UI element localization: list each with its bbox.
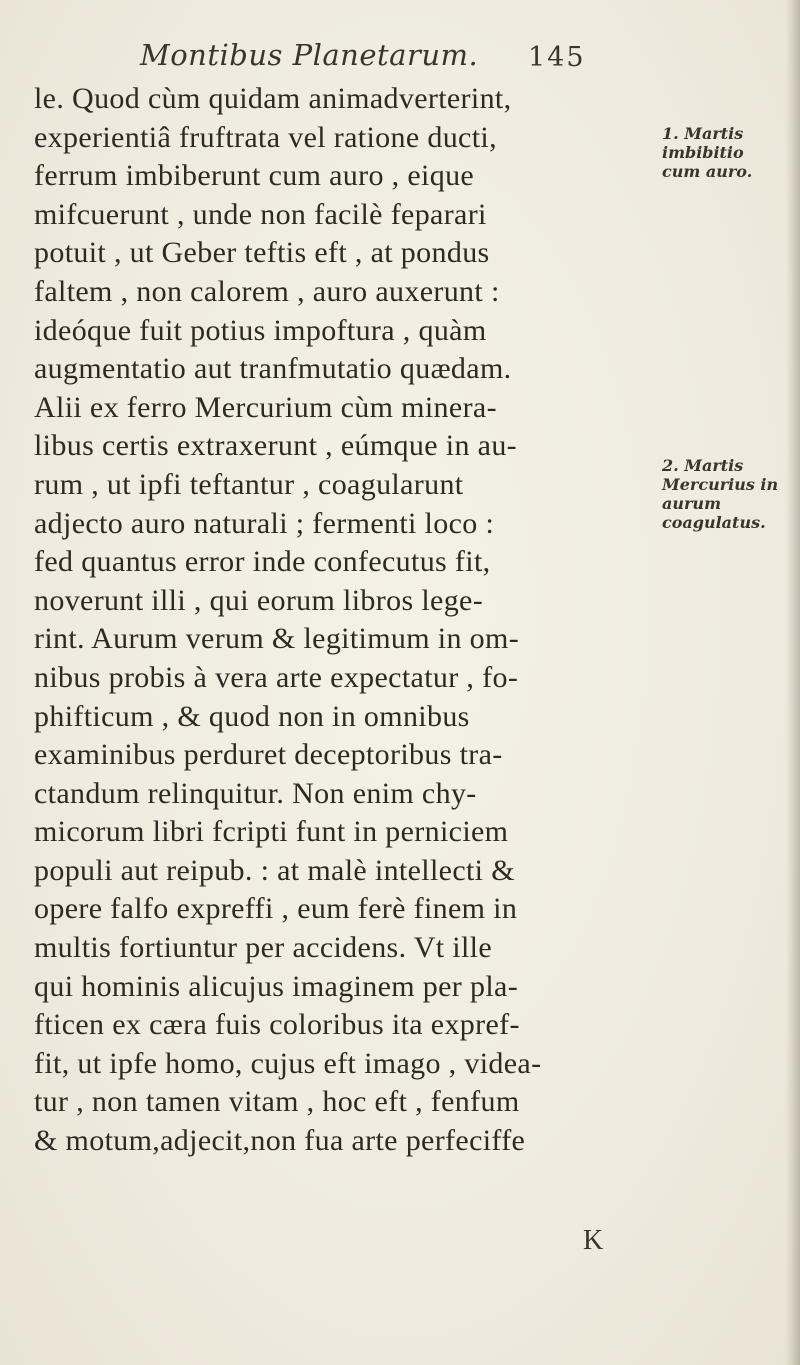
text-line: & motum,adjecit,non fua arte perfeciffe bbox=[34, 1124, 526, 1158]
text-line: le. Quod cùm quidam animadverterint, bbox=[34, 82, 512, 115]
text-line: fed quantus error inde confecutus fit, bbox=[34, 545, 491, 579]
text-line: faltem , non calorem , auro auxerunt : bbox=[34, 274, 500, 308]
text-line: fticen ex cæra fuis coloribus ita expref- bbox=[34, 1008, 520, 1042]
catchword: K bbox=[583, 1225, 604, 1256]
text-line: libus certis extraxerunt , eúmque in au- bbox=[34, 429, 518, 463]
text-line: nibus probis à vera arte expectatur , fo- bbox=[34, 660, 519, 694]
text-line: fit, ut ipfe homo, cujus eft imago , videa- bbox=[34, 1046, 542, 1080]
margin-note-1: 1. Martis imbibitio cum auro. bbox=[662, 124, 753, 181]
text-line: qui hominis alicujus imaginem per pla- bbox=[34, 969, 519, 1003]
text-line: ctandum relinquitur. Non enim chy- bbox=[34, 776, 477, 810]
text-line: experientiâ fruftrata vel ratione ducti, bbox=[34, 120, 497, 154]
text-line: examinibus perduret deceptoribus tra- bbox=[34, 738, 503, 772]
text-line: populi aut reipub. : at malè intellecti & bbox=[34, 853, 515, 887]
text-line: ideóque fuit potius impoftura , quàm bbox=[34, 313, 487, 347]
text-line: adjecto auro naturali ; fermenti loco : bbox=[34, 506, 495, 540]
text-line: phifticum , & quod non in omnibus bbox=[34, 699, 470, 733]
running-title: Montibus Planetarum. bbox=[140, 38, 479, 72]
text-line: micorum libri fcripti funt in perniciem bbox=[34, 815, 509, 849]
page-edge-shadow bbox=[786, 0, 800, 1365]
text-line: opere falfo expreffi , eum ferè finem in bbox=[34, 892, 518, 926]
text-line: mifcuerunt , unde non facilè feparari bbox=[34, 197, 487, 231]
text-line: Alii ex ferro Mercurium cùm minera- bbox=[34, 390, 497, 424]
page-header bbox=[140, 38, 660, 78]
text-line: rum , ut ipfi teftantur , coagularunt bbox=[34, 467, 464, 501]
text-line: ferrum imbiberunt cum auro , eique bbox=[34, 159, 475, 193]
text-line: noverunt illi , qui eorum libros lege- bbox=[34, 583, 484, 617]
text-line: potuit , ut Geber teftis eft , at pondus bbox=[34, 236, 490, 270]
main-text-block bbox=[34, 80, 626, 1161]
text-line: multis fortiuntur per accidens. Vt ille bbox=[34, 931, 492, 965]
margin-note-2: 2. Martis Mercurius in aurum coagulatus. bbox=[662, 456, 779, 532]
text-line: augmentatio aut tranfmutatio quædam. bbox=[34, 352, 512, 386]
page-number: 145 bbox=[528, 42, 586, 73]
text-line: rint. Aurum verum & legitimum in om- bbox=[34, 622, 520, 656]
text-line: tur , non tamen vitam , hoc eft , fenfum bbox=[34, 1085, 520, 1119]
